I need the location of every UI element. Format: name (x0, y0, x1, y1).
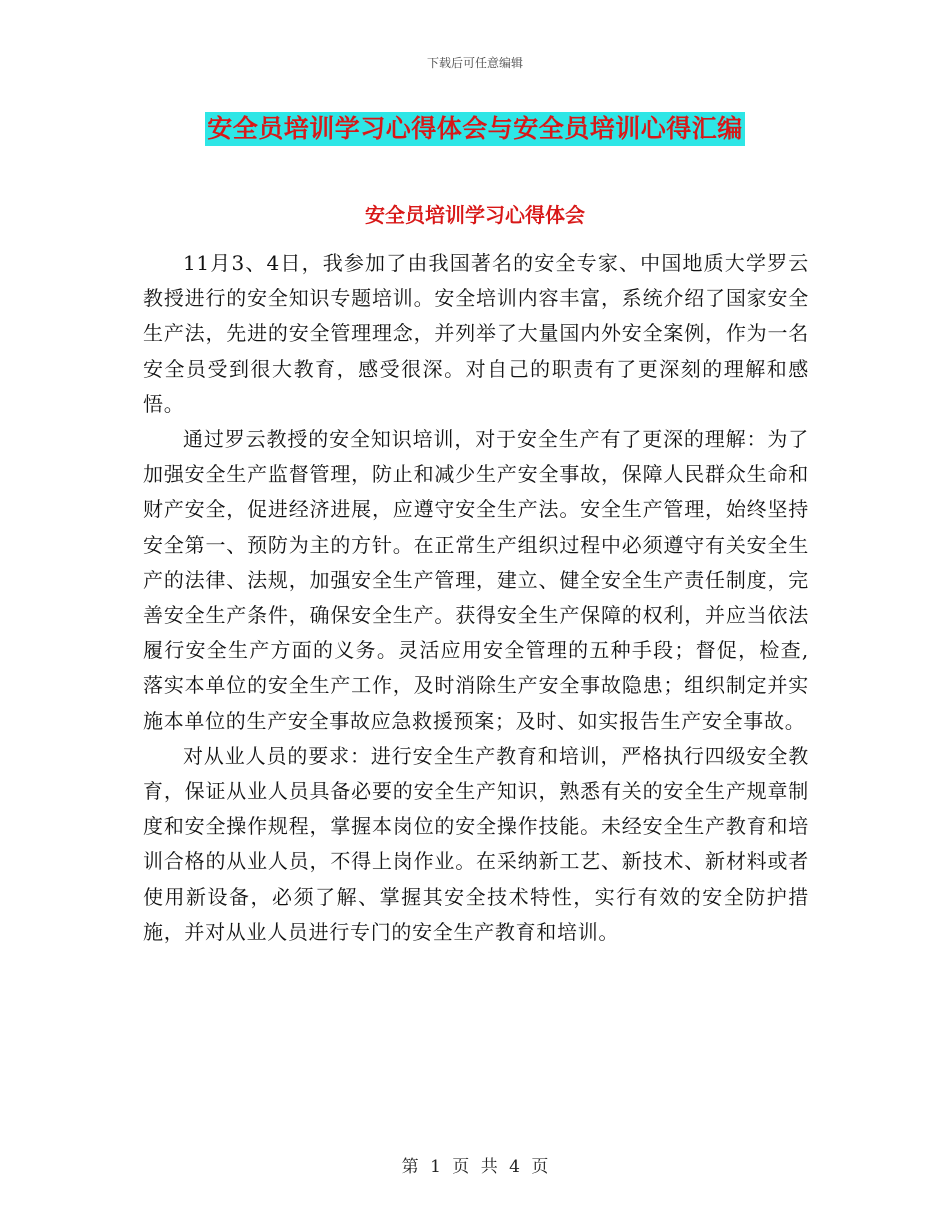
main-title-container (0, 112, 950, 146)
paragraph: 通过罗云教授的安全知识培训，对于安全生产有了更深的理解：为了加强安全生产监督管理，防止和减少生产安全事故，保障人民群众生命和财产安全，促进经济进展，应遵守安全生产法。安全生产管理，始终坚持安全第一、预防为主的方针。在正常生产组织过程中必须遵守有关安全生产的法律、法规，加强安全生产管理，建立、健全安全生产责任制度，完善安全生产条件，确保安全生产。获得安全生产保障的权利，并应当依法履行安全生产方面的义务。灵活应用安全管理的五种手段；督促，检查,落实本单位的安全生产工作，及时消除生产安全事故隐患；组织制定并实施本单位的生产安全事故应急救援预案；及时、如实报告生产安全事故。 (143, 427, 809, 733)
main-title: 安全员培训学习心得体会与安全员培训心得汇编 (205, 112, 745, 146)
header-note: 下载后可任意编辑 (426, 56, 523, 70)
document-body (143, 246, 809, 950)
section-title: 安全员培训学习心得体会 (365, 203, 585, 227)
paragraph: 11月3、4日，我参加了由我国著名的安全专家、中国地质大学罗云教授进行的安全知识专题培训。安全培训内容丰富，系统介绍了国家安全生产法，先进的安全管理理念，并列举了大量国内外安全案例，作为一名安全员受到很大教育，感受很深。对自己的职责有了更深刻的理解和感悟。 (143, 251, 809, 416)
paragraph: 对从业人员的要求：进行安全生产教育和培训，严格执行四级安全教育，保证从业人员具备必要的安全生产知识，熟悉有关的安全生产规章制度和安全操作规程，掌握本岗位的安全操作技能。未经安全生产教育和培训合格的从业人员，不得上岗作业。在采纳新工艺、新技术、新材料或者使用新设备，必须了解、掌握其安全技术特性，实行有效的安全防护措施，并对从业人员进行专门的安全生产教育和培训。 (143, 743, 809, 944)
page-number: 第 1 页 共 4 页 (401, 1157, 549, 1177)
